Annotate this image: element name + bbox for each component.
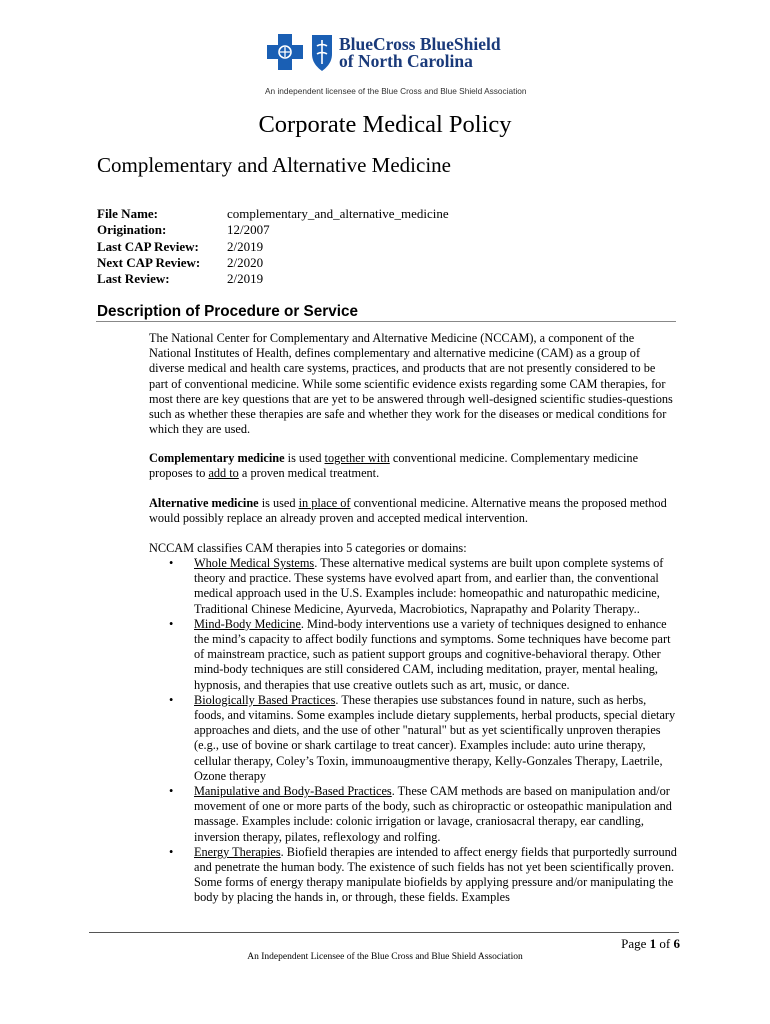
meta-label: Next CAP Review:	[97, 254, 201, 270]
bullet-icon: •	[169, 784, 174, 799]
footer-text: An Independent Licensee of the Blue Cross and Blue Shield Association	[247, 952, 523, 962]
text-run: conventional medicine. Alternative means the proposed method would possibly replace an already proven and accepted medical intervention.	[149, 496, 667, 526]
category-text: . Mind-body interventions use a variety of techniques designed to enhance the mind’s capacity to affect bodily functions and symptoms. Some techniques have become part of mainstream practice, such as patient support groups and cognitive-behavioral therapy. Other mind-body techniques are still considered CAM, including meditation, prayer, mental healing, hypnosis, and therapies that use creative outlets such as art, music, or dance.	[194, 616, 671, 692]
complementary-term: Complementary medicine	[149, 451, 285, 465]
bullet-icon: •	[169, 692, 174, 707]
meta-row-origination	[97, 222, 449, 238]
category-text: . These alternative medical systems are built upon complete systems of theory and practice. These systems have evolved apart from, and earlier than, the conventional medical approach used in the U.S. Examples include: homeopathic and naturopathic medicine, Traditional Chinese Medicine, Ayurveda, Macrobiotics, Naprapathy and Polarity Therapy..	[194, 556, 664, 616]
meta-value: 2/2019	[227, 271, 264, 287]
emphasis-add-to: add to	[208, 466, 239, 481]
cam-category-list	[169, 556, 679, 906]
classifies-paragraph: NCCAM classifies CAM therapies into 5 categories or domains:	[149, 541, 467, 555]
text-run: a proven medical treatment.	[238, 466, 380, 481]
category-name: Biologically Based Practices	[194, 692, 336, 707]
meta-value: 2/2019	[227, 238, 264, 254]
meta-row-file-name	[97, 206, 449, 222]
alternative-term: Alternative medicine	[149, 496, 259, 510]
section-divider	[96, 321, 676, 322]
topic-title: Complementary and Alternative Medicine	[97, 153, 451, 177]
blue-shield-icon	[310, 32, 334, 72]
brand-tagline: An independent licensee of the Blue Cross and Blue Shield Association	[265, 86, 527, 96]
text-run: is used	[258, 496, 299, 510]
meta-label: File Name:	[97, 206, 159, 221]
meta-row-last-cap-review	[97, 239, 449, 255]
emphasis-together-with: together with	[324, 451, 390, 465]
category-name: Mind-Body Medicine	[194, 616, 301, 631]
text-run: conventional medicine. Complementary medicine proposes to	[149, 451, 639, 481]
list-item	[169, 693, 679, 784]
bullet-icon: •	[169, 844, 174, 859]
footer-divider	[89, 932, 679, 933]
page-of: of	[656, 936, 674, 951]
page-total: 6	[673, 936, 680, 951]
brand-line-2: of North Carolina	[339, 51, 473, 71]
complementary-paragraph	[149, 451, 674, 481]
list-item	[169, 617, 679, 693]
meta-value: complementary_and_alternative_medicine	[227, 206, 449, 221]
category-name: Energy Therapies	[194, 844, 281, 859]
category-text: . These therapies use substances found in nature, such as herbs, foods, and vitamins. Some examples include dietary supplements, herbal products, special dietary approaches and diets, and the use of other "natural" but as yet scientifically unproven therapies (e.g., use of bovine or shark cartilage to treat cancer). Examples include: auto urine therapy, cellular therapy, Coley’s Toxin, immunoaugmentive therapy, Kelly-Gonzales Therapy, Laetrile, Ozone therapy	[194, 692, 676, 783]
text-run: is used	[284, 451, 325, 465]
emphasis-in-place-of: in place of	[298, 496, 351, 510]
list-item	[169, 784, 679, 845]
meta-label: Last Review:	[97, 271, 170, 287]
brand-name	[339, 36, 501, 70]
meta-label: Last CAP Review:	[97, 238, 199, 254]
category-name: Manipulative and Body-Based Practices	[194, 784, 392, 799]
category-text: . Biofield therapies are intended to affect energy fields that purportedly surround and penetrate the human body. The existence of such fields has not yet been scientifically proven. Some forms of energy therapy manipulate biofields by applying pressure and/or manipulating the body by placing the hands in, or through, these fields. Examples	[194, 844, 677, 905]
meta-row-last-review	[97, 271, 449, 287]
category-name: Whole Medical Systems	[194, 556, 315, 570]
meta-value: 2/2020	[227, 254, 264, 270]
list-item	[169, 556, 679, 617]
category-text: . These CAM methods are based on manipulation and/or movement of one or more parts of the body, such as chiropractic or osteopathic manipulation and massage. Examples include: colonic irrigation or lavage, craniosacral therapy, ear candling, inversion therapy, pilates, reflexology and rolfing.	[194, 784, 672, 844]
meta-value: 12/2007	[227, 222, 270, 238]
list-item	[169, 845, 679, 906]
brand-line-1: BlueCross BlueShield	[339, 34, 501, 54]
alternative-paragraph	[149, 496, 674, 526]
policy-metadata	[97, 206, 449, 287]
page-number	[580, 936, 680, 952]
brand-logo	[265, 32, 525, 76]
meta-label: Origination:	[97, 222, 167, 238]
meta-row-next-cap-review	[97, 255, 449, 271]
section-heading: Description of Procedure or Service	[97, 303, 358, 320]
bullet-icon: •	[169, 616, 174, 631]
bullet-icon: •	[169, 556, 174, 570]
policy-title: Corporate Medical Policy	[258, 111, 512, 138]
page-prefix: Page	[621, 936, 650, 951]
blue-cross-icon	[265, 32, 305, 72]
page-current: 1	[649, 936, 657, 951]
intro-paragraph: The National Center for Complementary and Alternative Medicine (NCCAM), a component of the National Institutes of Health, defines complementary and alternative medicine (CAM) as a group of diverse medical and health care systems, practices, and products that are not presently considered to be part of conventional medicine. While some scientific evidence exists regarding some CAM therapies, for most there are key questions that are yet to be answered through well-designed scientific studies-questions such as whether these therapies are safe and whether they work for the diseases or medical conditions for which they are used.	[149, 331, 673, 437]
